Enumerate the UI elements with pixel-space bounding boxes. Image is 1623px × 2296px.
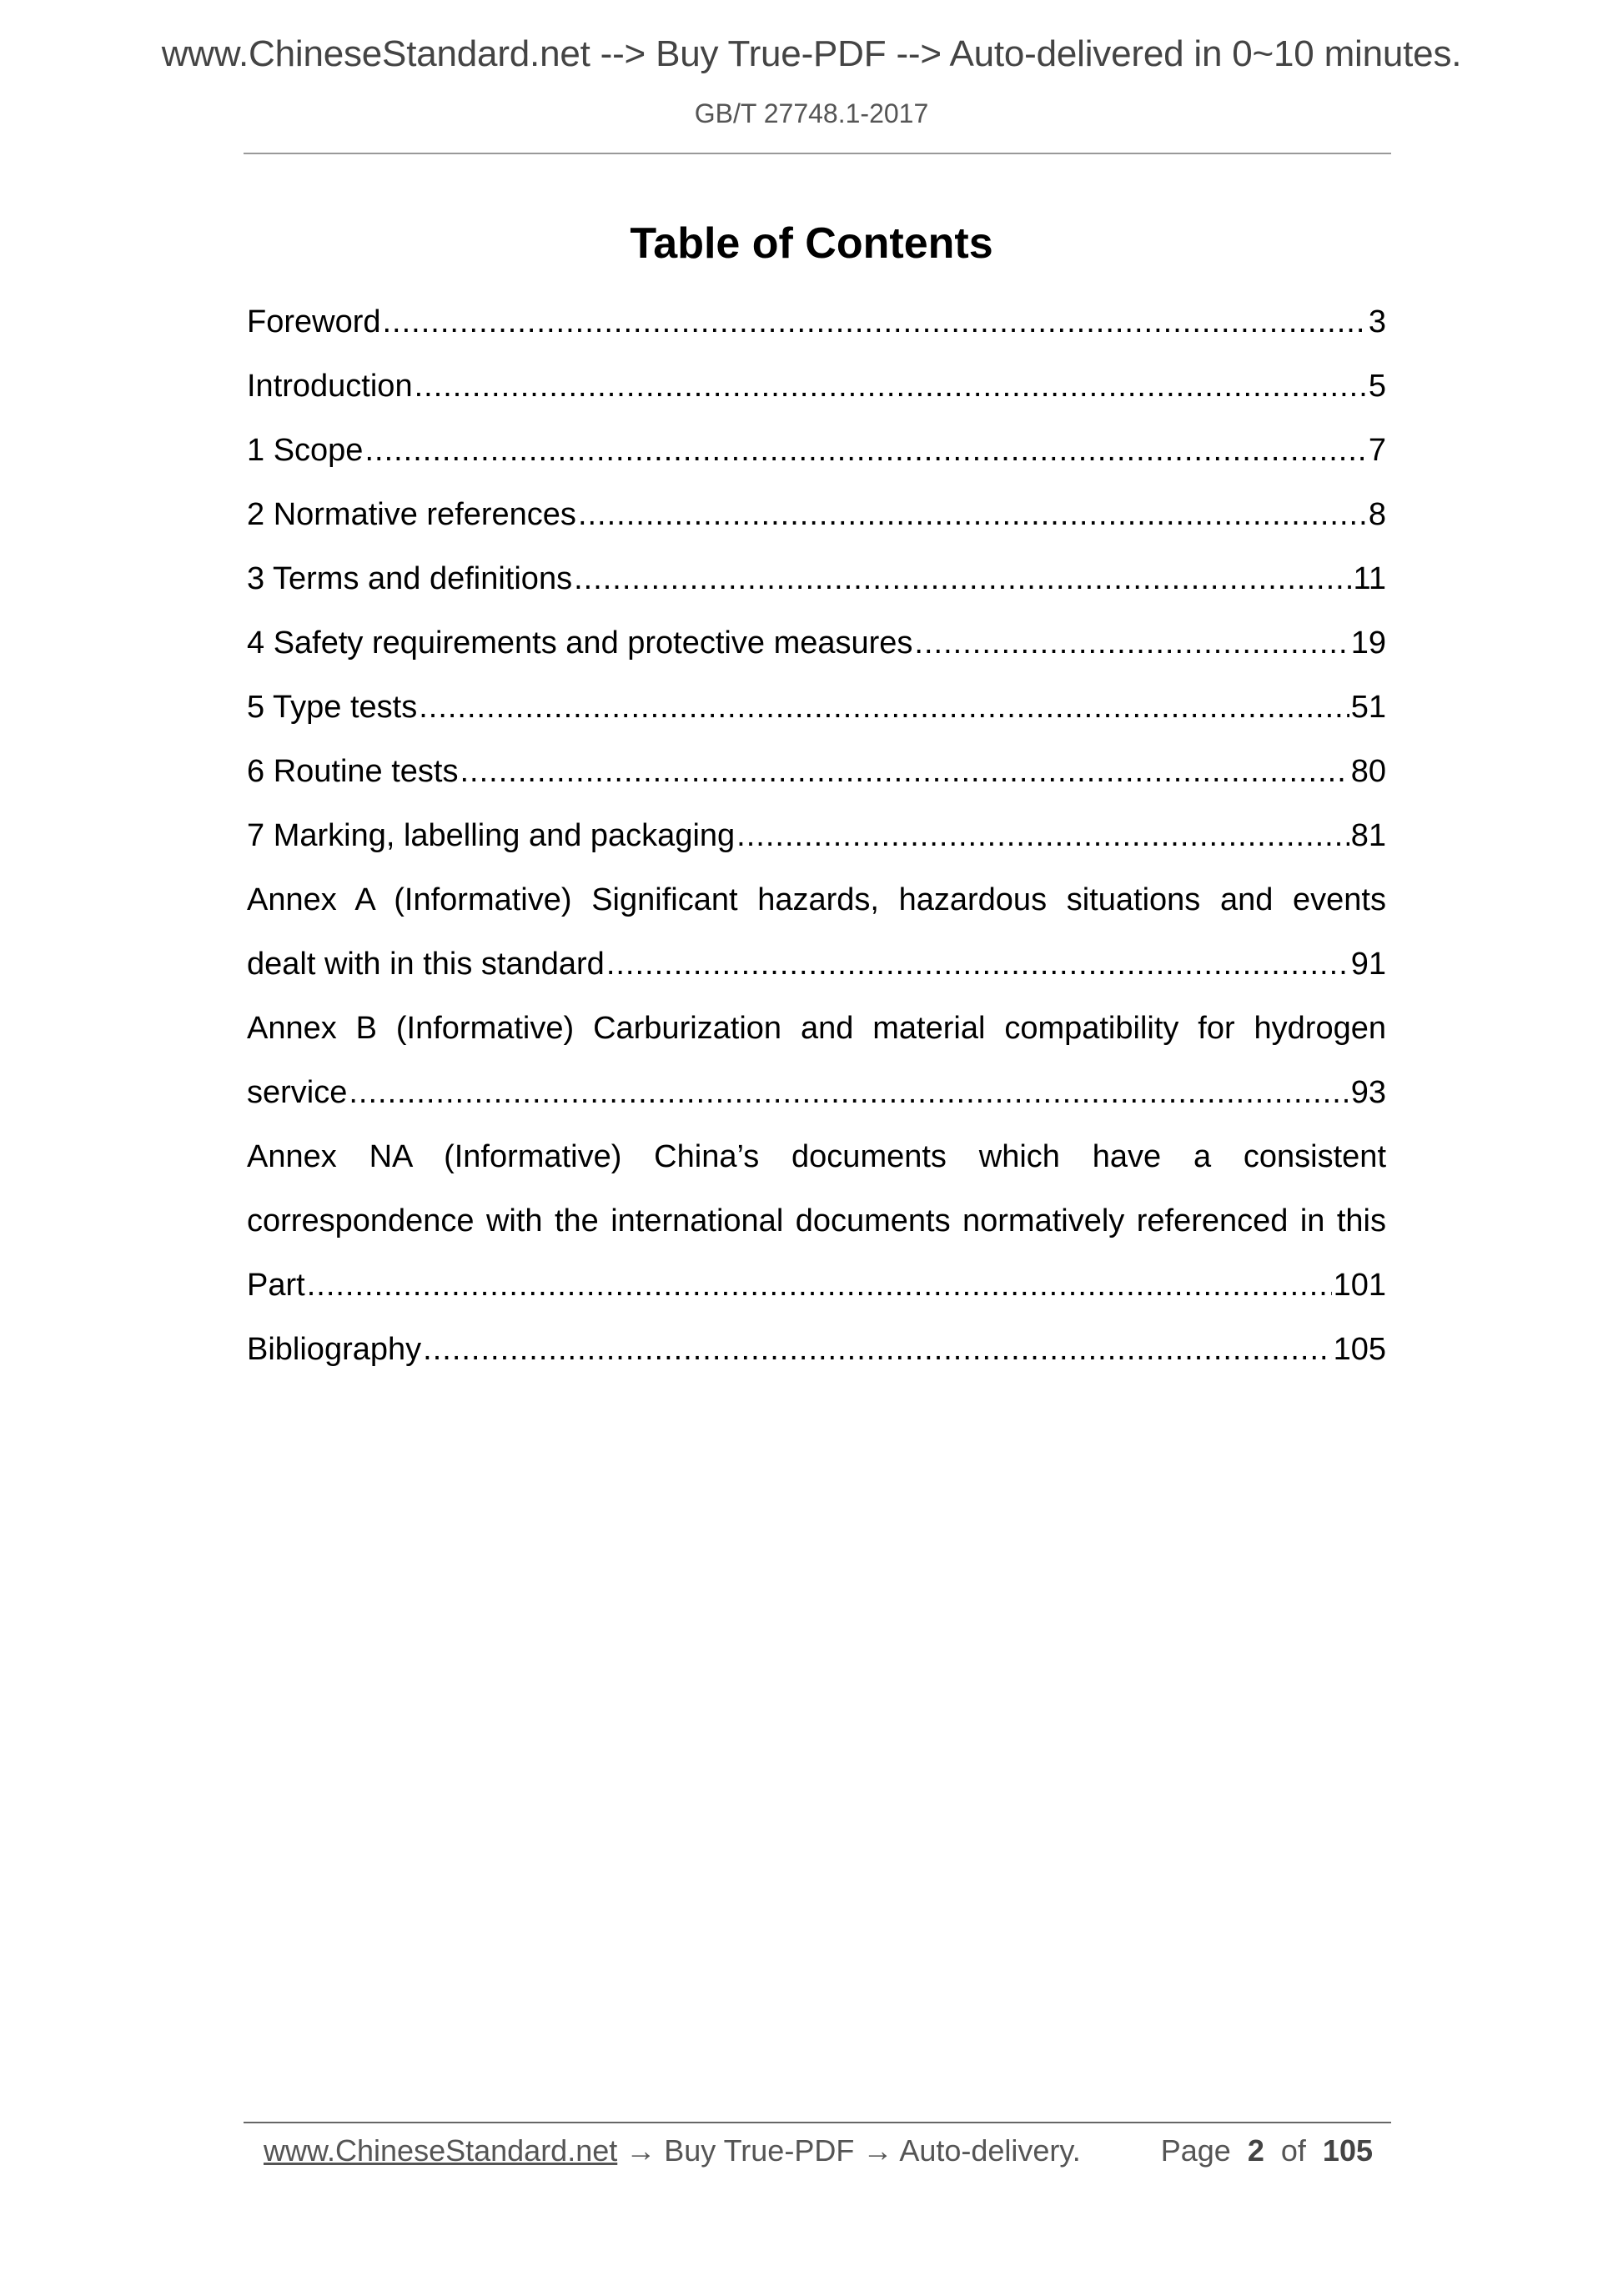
leader-dots (914, 621, 1349, 665)
toc-entry-annex-a-line1[interactable]: Annex A (Informative) Significant hazards, hazardous situations and events (247, 882, 1386, 917)
footer-text: → Buy True-PDF → Auto-delivery. (617, 2133, 1081, 2168)
toc-entry-annex-na-line2[interactable]: correspondence with the international documents normatively referenced in this (247, 1203, 1386, 1238)
leader-dots (460, 750, 1349, 793)
leader-dots (574, 557, 1351, 600)
toc-entry-routine-tests[interactable]: 6 Routine tests ..... 80 (247, 750, 1386, 814)
leader-dots (349, 1071, 1349, 1114)
leader-dots (307, 1264, 1332, 1307)
page-number: 51 (1350, 690, 1386, 725)
page-footer (264, 2133, 1373, 2168)
toc-entry-safety-requirements[interactable]: 4 Safety requirements and protective measures ..... 19 (247, 621, 1386, 686)
toc-entry-annex-b-line1[interactable]: Annex B (Informative) Carburization and material compatibility for hydrogen (247, 1011, 1386, 1046)
page-number: 19 (1350, 625, 1386, 661)
page-number: 93 (1350, 1075, 1386, 1110)
page-number: 80 (1350, 754, 1386, 789)
toc-entry-normative-references[interactable]: 2 Normative references ..... 8 (247, 493, 1386, 557)
toc-entry-annex-b[interactable]: service ..... 93 (247, 1071, 1386, 1135)
leader-dots (736, 814, 1349, 857)
page-number: 3 (1368, 304, 1386, 339)
toc-entry-annex-na-line1[interactable]: Annex NA (Informative) China’s documents which have a consistent (247, 1139, 1386, 1174)
total-pages: 105 (1322, 2133, 1373, 2168)
table-of-contents (247, 300, 1386, 1392)
page-number: 11 (1353, 561, 1386, 596)
page-title: Table of Contents (630, 219, 993, 268)
page-indicator: Page 2 of 105 (1160, 2133, 1373, 2168)
page-number: 7 (1368, 433, 1386, 468)
top-banner: www.ChineseStandard.net --> Buy True-PDF --> Auto-delivered in 0~10 minutes. (161, 33, 1462, 74)
leader-dots (606, 942, 1349, 986)
page-number: 91 (1350, 947, 1386, 982)
document-id: GB/T 27748.1-2017 (694, 98, 929, 128)
page-number: 5 (1368, 369, 1386, 404)
toc-entry-type-tests[interactable]: 5 Type tests ..... 51 (247, 686, 1386, 750)
toc-entry-foreword[interactable]: Foreword ..... 3 (247, 300, 1386, 364)
footer-divider (244, 2122, 1391, 2123)
leader-dots (578, 493, 1367, 536)
toc-entry-terms-definitions[interactable]: 3 Terms and definitions ..... 11 (247, 557, 1386, 621)
current-page: 2 (1247, 2133, 1264, 2168)
page-number: 8 (1368, 497, 1386, 532)
page-number: 101 (1333, 1268, 1386, 1303)
toc-entry-introduction[interactable]: Introduction ..... 5 (247, 364, 1386, 429)
toc-entry-annex-na[interactable]: Part ..... 101 (247, 1264, 1386, 1328)
toc-entry-scope[interactable]: 1 Scope ..... 7 (247, 429, 1386, 493)
leader-dots (383, 300, 1367, 344)
page-number: 81 (1350, 818, 1386, 853)
leader-dots (423, 1328, 1331, 1371)
header-divider (244, 153, 1391, 154)
toc-entry-marking[interactable]: 7 Marking, labelling and packaging ..... 81 (247, 814, 1386, 878)
footer-link[interactable]: www.ChineseStandard.net (264, 2133, 618, 2168)
page-number: 105 (1333, 1332, 1386, 1367)
leader-dots (419, 686, 1349, 729)
leader-dots (364, 429, 1366, 472)
toc-entry-annex-a[interactable]: dealt with in this standard ..... 91 (247, 942, 1386, 1007)
leader-dots (415, 364, 1367, 408)
toc-entry-bibliography[interactable]: Bibliography ..... 105 (247, 1328, 1386, 1392)
